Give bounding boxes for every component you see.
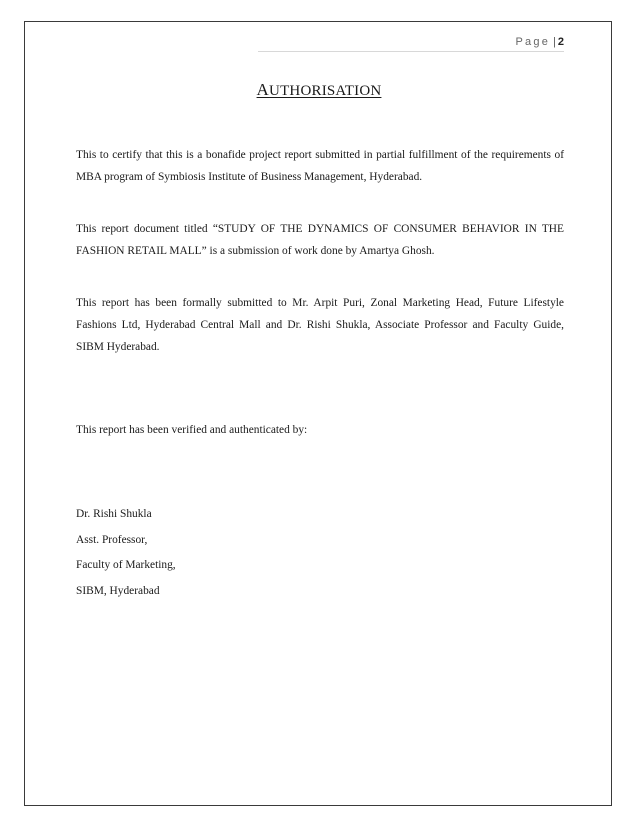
- signatory-institution: SIBM, Hyderabad: [76, 585, 160, 597]
- page-border: [24, 21, 612, 806]
- document-title: [0, 80, 638, 100]
- signatory-designation: Asst. Professor,: [76, 534, 148, 546]
- certification-paragraph: This to certify that this is a bonafide project report submitted in partial fulfillment of the requirements of MBA program of Symbiosis Institute of Business Management, Hyderabad.: [76, 149, 564, 183]
- page-label: Page: [515, 36, 551, 48]
- verification-paragraph: This report has been verified and authenticated by:: [76, 424, 308, 436]
- signatory-department: Faculty of Marketing,: [76, 559, 176, 571]
- header-rule: [258, 51, 564, 52]
- page-separator: |: [553, 36, 556, 48]
- page-number: 2: [557, 36, 564, 48]
- submission-paragraph: This report has been formally submitted to Mr. Arpit Puri, Zonal Marketing Head, Future Lifestyle Fashions Ltd, Hyderabad Central Mall and Dr. Rishi Shukla, Associate Professor and Faculty Guide, SIBM Hyderabad.: [76, 297, 564, 353]
- report-title-paragraph: This report document titled “STUDY OF THE DYNAMICS OF CONSUMER BEHAVIOR IN THE FASHION RETAIL MALL” is a submission of work done by Amartya Ghosh.: [76, 223, 564, 257]
- title-rest: UTHORISATION: [269, 83, 382, 99]
- page-header: [516, 36, 564, 48]
- signatory-name: Dr. Rishi Shukla: [76, 508, 152, 520]
- title-initial: A: [256, 80, 270, 99]
